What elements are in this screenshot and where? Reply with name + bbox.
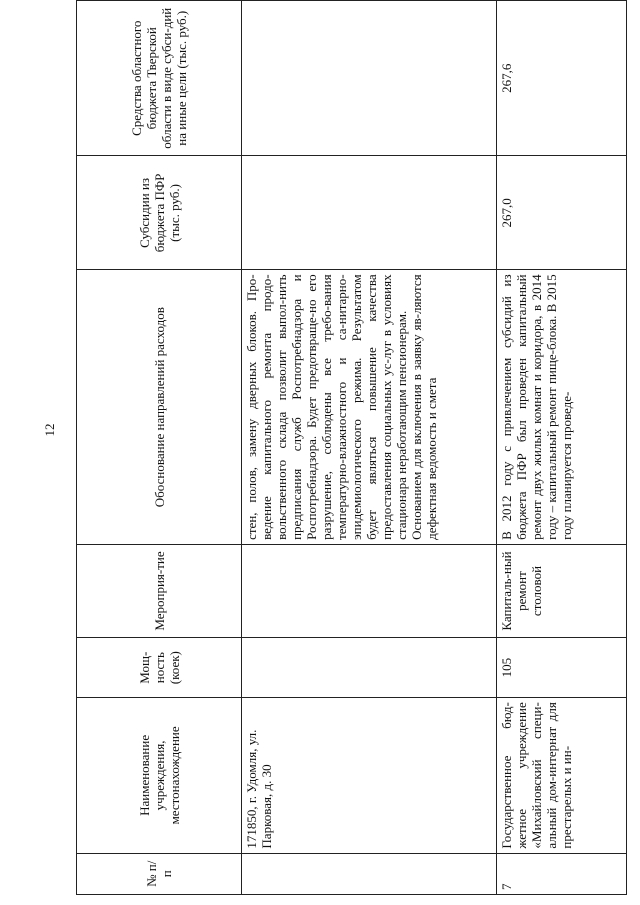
header-justification: Обоснование направлений расходов: [77, 270, 242, 545]
header-activity: Мероприя-тие: [77, 544, 242, 637]
cell-regional: 267,6: [497, 1, 627, 156]
expenses-table: [76, 0, 627, 895]
header-num: № п/п: [77, 853, 242, 894]
header-name: Наименование учреждения, местонахождение: [77, 698, 242, 853]
cell-name: 171850, г. Удомля, ул. Парковая, д. 30: [242, 698, 497, 853]
cell-activity: [242, 544, 497, 637]
cell-regional: [242, 1, 497, 156]
header-regional: Средства областного бюджета Тверской области в виде субси-дий на иные цели (тыс. руб.): [77, 1, 242, 156]
table-row: [497, 1, 627, 895]
cell-pfr: 267,0: [497, 156, 627, 270]
cell-activity: Капиталь-ный ремонт столовой: [497, 544, 627, 637]
cell-justification: В 2012 году с привлечением субсидий из бюджета ПФР был проведен капитальный ремонт двух жилых комнат и коридора, в 2014 году – капитальный ремонт пище-блока. В 2015 году планируется проведе-: [497, 270, 627, 545]
cell-num: 7: [497, 853, 627, 894]
header-pfr: Субсидии из бюджета ПФР (тыс. руб.): [77, 156, 242, 270]
table-header-row: [77, 1, 242, 895]
cell-pfr: [242, 156, 497, 270]
rotated-table-wrapper: [76, 0, 626, 895]
table-row: [242, 1, 497, 895]
cell-justification: [242, 270, 497, 545]
justification-text: стен, полов, замену дверных блоков. Про-ведение капитального ремонта продо-вольственного склада позволит выпол-нить предписания служб Роспотребнадзора и Роспотребнадзора. Будет предотвраще-но его разрушение, соблюдены все требо-вания температурно-влажностного и са-нитарно-эпидемиологического режима. Результатом будет являться повышение качества предоставления социальных ус-луг в условиях стационара неработающим пенсионерам.: [244, 274, 409, 540]
justification-basis: Основанием для включения в заявку яв-ляются дефектная ведомость и смета: [409, 274, 439, 540]
cell-capacity: 105: [497, 638, 627, 698]
header-capacity: Мощ-ность (коек): [77, 638, 242, 698]
page-number: 12: [42, 423, 57, 437]
cell-num: [242, 853, 497, 894]
cell-capacity: [242, 638, 497, 698]
cell-name: Государственное бюд-жетное учреждение «Михайловский специ-альный дом-интернат для престарелых и ин-: [497, 698, 627, 853]
